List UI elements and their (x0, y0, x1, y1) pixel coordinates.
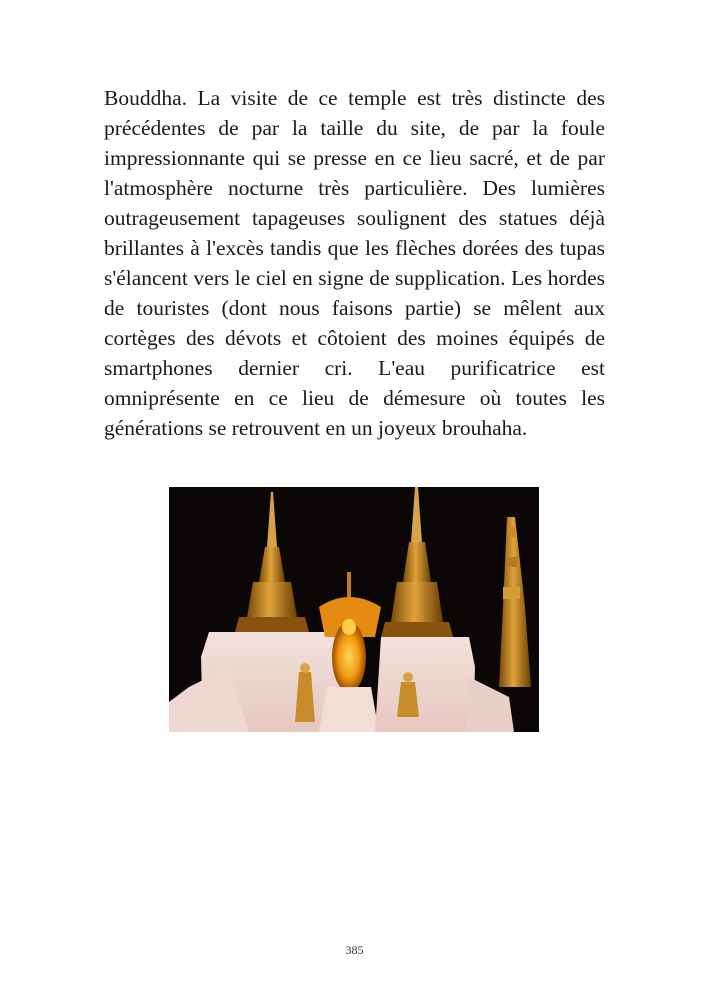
pagoda-photo (169, 487, 539, 732)
body-paragraph: Bouddha. La visite de ce temple est très distincte des précédentes de par la taille du site, de par la foule impressionnante qui se presse en ce lieu sacré, et de par l'atmosphère nocturne très particulière. Des lumières outrageusement tapageuses soulignent des statues déjà brillantes à l'excès tandis que les flèches dorées des tupas s'élancent vers le ciel en signe de supplication. Les hordes de touristes (dont nous faisons partie) se mêlent aux cortèges des dévots et côtoient des moines équipés de smartphones dernier cri. L'eau purificatrice est omniprésente en ce lieu de démesure où toutes les générations se retrouvent en un joyeux brouhaha. (104, 86, 605, 440)
pagoda-photo-illustration (169, 487, 539, 732)
page-number: 385 (345, 943, 364, 957)
